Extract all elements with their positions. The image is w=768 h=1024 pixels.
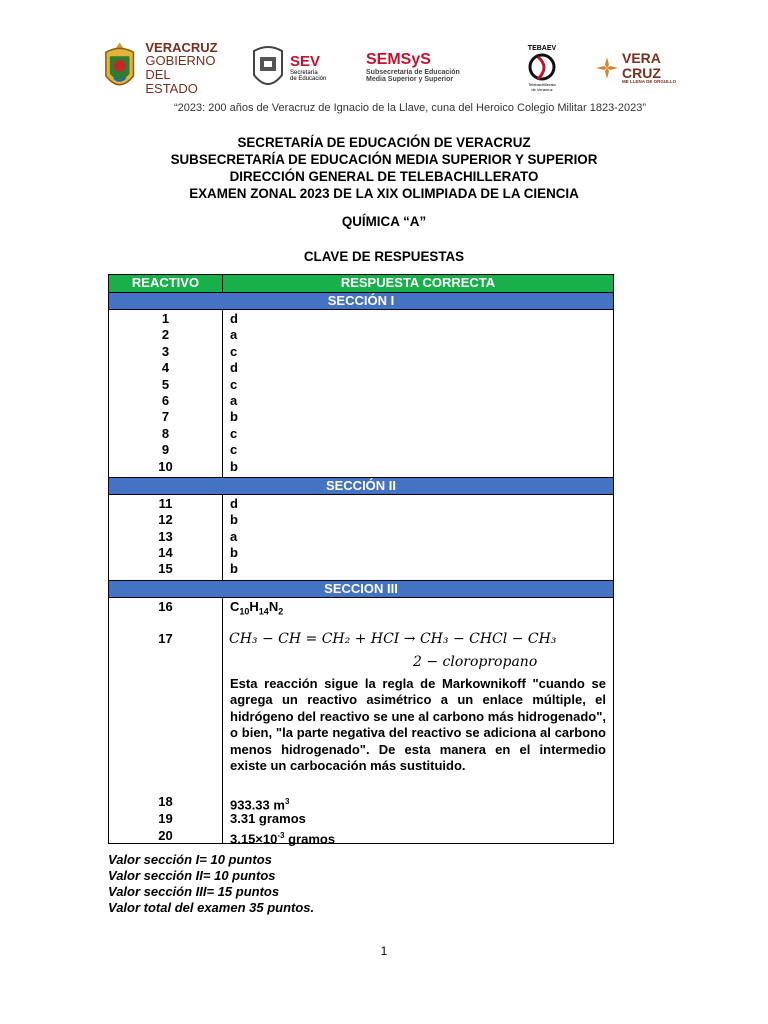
- value-section-3: Valor sección III= 15 puntos: [108, 884, 280, 899]
- header-reactivo: REACTIVO: [109, 275, 223, 293]
- section-1-title: SECCIÓN I: [109, 293, 614, 310]
- answer-letter: b: [230, 512, 238, 528]
- sev-logo: [250, 38, 340, 98]
- coat-of-arms-icon: [100, 40, 139, 96]
- answer-letter: c: [230, 425, 238, 441]
- motto-line: “2023: 200 años de Veracruz de Ignacio de la Llave, cuna del Heroico Colegio Militar 1823-2023”: [173, 102, 647, 114]
- section-header-row: [109, 477, 614, 494]
- value-section-2: Valor sección II= 10 puntos: [108, 868, 276, 883]
- section-3-title: SECCION III: [109, 580, 614, 597]
- tebaev-line2: de Veracruz: [531, 86, 553, 92]
- star-flower-icon: [595, 56, 619, 80]
- tebaev-emblem-icon: [526, 52, 558, 82]
- question-number: 6: [161, 392, 170, 408]
- section-header-row: [109, 580, 614, 597]
- heading-examen: EXAMEN ZONAL 2023 DE LA XIX OLIMPIADA DE LA CIENCIA: [189, 186, 579, 201]
- value-section-1: Valor sección I= 10 puntos: [108, 852, 272, 867]
- sev-shield-icon: [250, 43, 286, 93]
- question-number: 7: [161, 409, 170, 425]
- answer-letter: c: [230, 376, 238, 392]
- section-1-body: [109, 310, 614, 478]
- question-number: 18: [158, 793, 173, 809]
- question-number: 1: [161, 311, 170, 326]
- semsys-name: SEMSyS: [366, 51, 431, 69]
- reaction-equation: CH₃ − CH = CH₂ + HCI → CH₃ − CHCl − CH₃: [229, 630, 557, 647]
- markovnikov-explanation: Esta reacción sigue la regla de Markownikoff "cuando se agrega un reactivo asimétrico a un enlace múltiple, el hidrógeno del reactivo se une al carbono más hidrogenado", o bien, "la parte negativa del reactivo se adiciona al carbono menos hidrogenado". De esta manera en el intermedio existe un carbocación más sustituido.: [230, 675, 606, 774]
- answer-letter: a: [230, 528, 238, 544]
- answer-letter: c: [230, 442, 238, 458]
- question-number: 15: [158, 561, 173, 577]
- tebaev-line1: Telebachillerato: [528, 81, 556, 87]
- question-number: 2: [161, 327, 170, 343]
- answer-letter: d: [230, 311, 238, 326]
- semsys-line2: Media Superior y Superior: [366, 76, 454, 84]
- gobierno-line1: VERACRUZ: [145, 39, 218, 55]
- gobierno-line3: DEL ESTADO: [145, 67, 198, 96]
- answer-18: 933.33 $m^3$: [230, 796, 290, 813]
- veracruz-line1: VERA: [622, 49, 661, 66]
- answer-letter: a: [230, 327, 238, 343]
- section-2-body: [109, 494, 614, 580]
- question-number: 20: [158, 827, 173, 843]
- question-number: 19: [158, 810, 173, 826]
- heading-secretaria: SECRETARÍA DE EDUCACIÓN DE VERACRUZ: [237, 135, 531, 150]
- sev-name: SEV: [290, 52, 321, 70]
- answer-letter: c: [230, 343, 238, 359]
- veracruz-line2: CRUZ: [622, 64, 661, 81]
- answer-letter: b: [230, 561, 238, 577]
- answer-letter: a: [230, 392, 238, 408]
- reaction-product-name: 2 − cloropropano: [413, 653, 538, 670]
- question-number: 13: [158, 528, 173, 544]
- heading-direccion: DIRECCIÓN GENERAL DE TELEBACHILLERATO: [229, 169, 539, 184]
- answer-letter: d: [230, 360, 238, 376]
- section-values: [108, 852, 314, 916]
- answer-19: 3.31 gramos: [230, 810, 306, 826]
- section-2-title: SECCIÓN II: [109, 477, 614, 494]
- question-number: 9: [161, 442, 170, 458]
- answer-key-table: [108, 274, 614, 847]
- question-number: 16: [158, 598, 173, 614]
- document-headings: [0, 134, 768, 202]
- heading-subsecretaria: SUBSECRETARÍA DE EDUCACIÓN MEDIA SUPERIOR Y SUPERIOR: [170, 152, 598, 167]
- question-number: 5: [161, 376, 170, 392]
- page-number: 1: [380, 944, 388, 958]
- veracruz-line3: ME LLENA DE ORGULLO: [622, 79, 677, 85]
- section-header-row: [109, 293, 614, 310]
- header-respuesta: RESPUESTA CORRECTA: [223, 275, 614, 293]
- question-number: 12: [158, 512, 173, 528]
- sev-line2: de Educación: [290, 75, 327, 82]
- semsys-line1: Subsecretaría de Educación: [366, 69, 460, 77]
- answer-letter: b: [230, 409, 238, 425]
- gobierno-veracruz-logo: [100, 38, 225, 98]
- veracruz-orgullo-logo: [595, 38, 680, 98]
- question-number: 17: [158, 630, 173, 646]
- tebaev-name: TEBAEV: [527, 44, 557, 52]
- semsys-logo: [366, 38, 491, 98]
- section-3-body: [109, 597, 614, 843]
- value-total: Valor total del examen 35 puntos.: [108, 900, 315, 915]
- answer-16-formula: $C_{10}H_{14}N_2$: [230, 598, 284, 617]
- gobierno-line2: GOBIERNO: [145, 53, 216, 69]
- sev-line1: Secretaría: [290, 69, 318, 76]
- answer-letter: b: [230, 458, 238, 474]
- answer-key-title: CLAVE DE RESPUESTAS: [303, 249, 465, 264]
- question-number: 14: [158, 545, 173, 561]
- answer-letter: d: [230, 495, 238, 511]
- table-header-row: [109, 275, 614, 293]
- answer-letter: b: [230, 545, 238, 561]
- question-number: 11: [158, 495, 173, 511]
- logo-bar: [100, 38, 680, 98]
- answer-20: $3.15\times 10^{-3}$ gramos: [230, 830, 336, 847]
- question-number: 8: [161, 425, 170, 441]
- question-number: 3: [161, 343, 170, 359]
- question-number: 10: [158, 458, 173, 474]
- subject-title: QUÍMICA “A”: [341, 214, 427, 229]
- tebaev-logo: [512, 38, 572, 98]
- question-number: 4: [161, 360, 170, 376]
